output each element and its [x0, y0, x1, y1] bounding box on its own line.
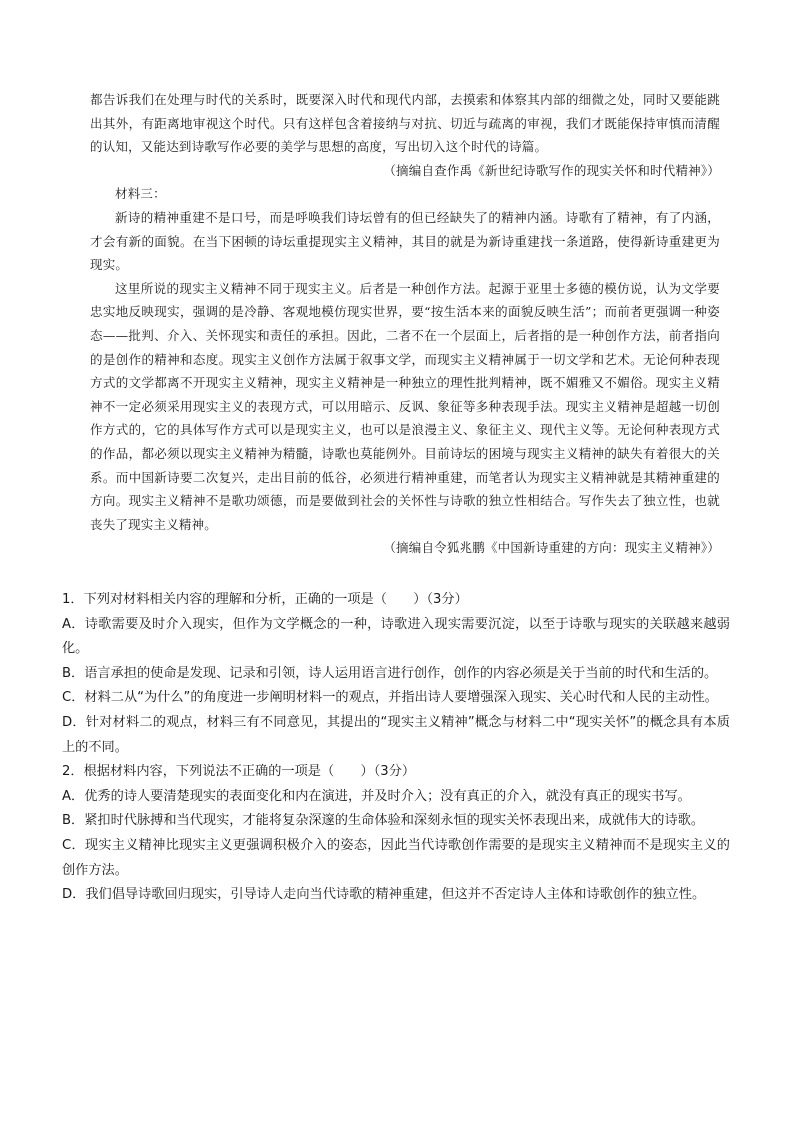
material-label: 材料三：: [115, 186, 166, 202]
answer-option: C．材料二从“为什么”的角度进一步阐明材料一的观点，并指出诗人要增强深入现实、关心时代和人民的主动性。: [62, 690, 718, 706]
answer-option: B．紧扣时代脉搏和当代现实，才能将复杂深邃的生命体验和深刻永恒的现实关怀表现出来，成就伟大的诗歌。: [62, 813, 705, 829]
answer-option: D．我们倡导诗歌回归现实，引导诗人走向当代诗歌的精神重建，但这并不否定诗人主体和诗歌创作的独立性。: [62, 887, 706, 903]
answer-option: C．现实主义精神比现实主义更强调积极介入的姿态，因此当代诗歌创作需要的是现实主义精神而不是现实主义的创作方法。: [62, 837, 730, 878]
answer-option: B．语言承担的使命是发现、记录和引领，诗人运用语言进行创作，创作的内容必须是关于当前的时代和生活的。: [62, 665, 718, 681]
answer-option: A．优秀的诗人要清楚现实的表面变化和内在演进，并及时介入；没有真正的介入，就没有真正的现实书写。: [62, 788, 691, 804]
reading-passage: [90, 88, 720, 560]
answer-option: D．针对材料二的观点，材料三有不同意见，其提出的“现实主义精神”概念与材料二中“现实关怀”的概念具有本质上的不同。: [62, 714, 730, 755]
question-section: [62, 588, 730, 908]
passage-paragraph: 这里所说的现实主义精神不同于现实主义。后者是一种创作方法。起源于亚里士多德的模仿说，认为文学要忠实地反映现实，强调的是冷静、客观地模仿现实世界，要“按生活本来的面貌反映生活”；而前者更强调一种姿态——批判、介入、关怀现实和责任的承担。因此，二者不在一个层面上，后者指的是一种创作方法，前者指向的是创作的精神和态度。现实主义创作方法属于叙事文学，而现实主义精神属于一切文学和艺术。无论何种表现方式的文学都离不开现实主义精神，现实主义精神是一种独立的理性批判精神，既不媚雅又不媚俗。现实主义精神不一定必须采用现实主义的表现方式，可以用暗示、反讽、象征等多种表现手法。现实主义精神是超越一切创作方式的，它的具体写作方式可以是现实主义，也可以是浪漫主义、象征主义、现代主义等。无论何种表现方式的作品，都必须以现实主义精神为精髓，诗歌也莫能例外。目前诗坛的困境与现实主义精神的缺失有着很大的关系。而中国新诗要二次复兴，走出目前的低谷，必须进行精神重建，而笔者认为现实主义精神就是其精神重建的方向。现实主义精神不是歌功颂德，而是要做到社会的关怀性与诗歌的独立性相结合。写作失去了独立性，也就丧失了现实主义精神。: [90, 280, 720, 532]
source-citation: （摘编自令狐兆鹏《中国新诗重建的方向：现实主义精神》）: [383, 540, 720, 556]
question-stem: 2．根据材料内容，下列说法不正确的一项是（ ）（3分）: [62, 764, 416, 780]
source-citation: （摘编自查作禹《新世纪诗歌写作的现实关怀和时代精神》）: [383, 162, 720, 178]
passage-paragraph: 新诗的精神重建不是口号，而是呼唤我们诗坛曾有的但已经缺失了的精神内涵。诗歌有了精神，有了内涵，才会有新的面貌。在当下困顿的诗坛重提现实主义精神，其目的就是为新诗重建找一条道路，使得新诗重建更为现实。: [90, 209, 720, 273]
passage-paragraph: 都告诉我们在处理与时代的关系时，既要深入时代和现代内部，去摸索和体察其内部的细微之处，同时又要能跳出其外，有距离地审视这个时代。只有这样包含着接纳与对抗、切近与疏离的审视，我们才既能保持审慎而清醒的认知，又能达到诗歌写作必要的美学与思想的高度，写出切入这个时代的诗篇。: [90, 92, 720, 155]
answer-option: A．诗歌需要及时介入现实，但作为文学概念的一种，诗歌进入现实需要沉淀，以至于诗歌与现实的关联越来越弱化。: [62, 616, 730, 657]
question-stem: 1．下列对材料相关内容的理解和分析，正确的一项是（ ）（3分）: [62, 592, 468, 607]
